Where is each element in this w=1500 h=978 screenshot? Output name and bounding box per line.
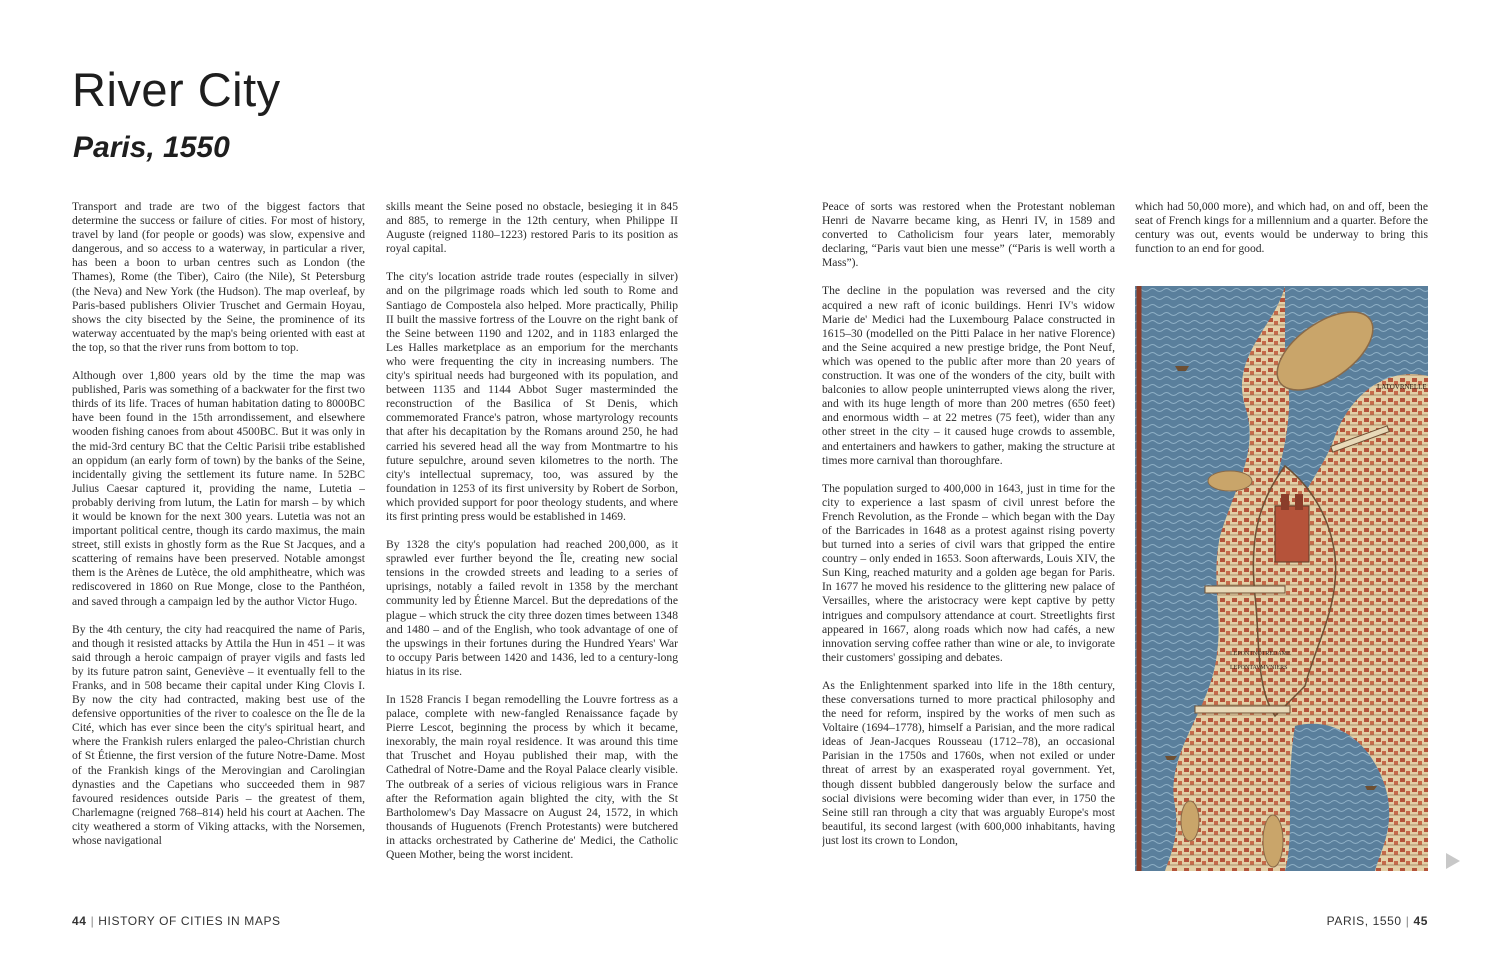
footer-left: 44 | HISTORY OF CITIES IN MAPS <box>72 914 281 928</box>
paragraph: The city's location astride trade routes (especially in silver) and on the pilgrimage roads which led south to Rome and Santiago de Compostela also helped. More practically, Philip II built the massive fortress of the Louvre on the right bank of the Seine between 1190 and 1202, and in 1183 enlarged the Les Halles marketplace as an emporium for the merchants who were frequenting the city in increasing numbers. The city's spiritual needs had burgeoned with its population, and between 1135 and 1144 Abbot Suger masterminded the reconstruction of the Basilica of St Denis, which commemorated France's patron, whose martyrology recounts that after his decapitation by the Romans around 250, he had carried his severed head all the way from Montmartre to his future sepulchre, around seven kilometres to the north. The city's intellectual supremacy, too, was assured by the foundation in 1253 of its first university by Robert de Sorbon, which provided support for poor theology students, and where its first printing press would be established in 1469. <box>386 270 678 523</box>
paragraph: Although over 1,800 years old by the time the map was published, Paris was something of a backwater for the first two thirds of its life. Traces of human habitation dating to 8000BC have been found in the 15th arrondissement, and elsewhere wooden fishing canoes from about 4500BC. But it was only in the mid-3rd century BC that the Celtic Parisii tribe established an oppidum (an early form of town) by the banks of the Seine, incidentally giving the settlement its future name. In 52BC Julius Caesar captured it, providing the name, Lutetia – probably deriving from lutum, the Latin for marsh – by which it would be known for the next 300 years. Lutetia was not an important political centre, though its cardo maximus, the main street, still exists in ghostly form as the Rue St Jacques, and a scattering of remains have been preserved. Notable amongst them is the Arènes de Lutèce, the old amphitheatre, which was rediscovered in 1860 on Rue Monge, close to the Panthéon, and saved through a campaign led by the author Victor Hugo. <box>72 369 365 608</box>
map-label-lower: LEPONTAVMVNIERS <box>1230 665 1288 671</box>
page-title: River City <box>72 63 281 116</box>
map-illustration <box>1135 286 1428 871</box>
running-head-left: HISTORY OF CITIES IN MAPS <box>98 914 281 928</box>
footer-right: PARIS, 1550 | 45 <box>1326 914 1428 928</box>
next-page-icon[interactable] <box>1446 853 1460 869</box>
text-column-4 <box>1135 200 1428 270</box>
page-number-left: 44 <box>72 914 87 928</box>
page-subtitle: Paris, 1550 <box>73 131 230 164</box>
paragraph: Transport and trade are two of the biggest factors that determine the success or failure of cities. For most of history, travel by land (for people or goods) was slow, expensive and dangerous, and so access to a waterway, in particular a river, has been a boon to urban centres such as London (the Thames), Rome (the Tiber), Cairo (the Nile), St Petersburg (the Neva) and New York (the Hudson). The map overleaf, by Paris-based publishers Olivier Truschet and Germain Hoyau, shows the city bisected by the Seine, the prominence of its waterway accentuated by the map's being oriented with east at the top, so that the river runs from bottom to top. <box>72 200 365 354</box>
paragraph: skills meant the Seine posed no obstacle, besieging it in 845 and 885, to remerge in the 12th century, when Philippe II Auguste (reigned 1180–1223) restored Paris to its position as royal capital. <box>386 200 678 256</box>
map-label-middle: LEPONTNOTREDAME <box>1230 651 1291 657</box>
paragraph: The population surged to 400,000 in 1643, just in time for the city to experience a last spasm of civil unrest before the French Revolution, as the Fronde – which began with the Day of the Barricades in 1648 as a protest against rising poverty but turned into a series of civil wars that gripped the entire country – only ended in 1653. Soon afterwards, Louis XIV, the Sun King, reached maturity and a golden age began for Paris. In 1677 he moved his residence to the glittering new palace of Versailles, where the aristocracy were kept captive by petty intrigues and compulsory attendance at court. Streetlights first appeared in 1667, along roads which now had cafés, a new innovation serving coffee rather than wine or ale, to invigorate their customers' gossiping and debates. <box>822 481 1115 664</box>
paragraph: Peace of sorts was restored when the Protestant nobleman Henri de Navarre became king, as Henri IV, in 1589 and converted to Catholicism four years later, memorably declaring, “Paris vaut bien une messe” (“Paris is well worth a Mass”). <box>822 200 1115 270</box>
paragraph: As the Enlightenment sparked into life in the 18th century, these conversations turned to more practical philosophy and the need for reform, inspired by the works of men such as Voltaire (1694–1778), himself a Parisian, and the more radical ideas of Jean-Jacques Rousseau (1712–78), an occasional Parisian in the 1750s and 1760s, when not exiled or under threat of arrest by an exasperated royal government. Yet, though dissent bubbled dangerously below the surface and social divisions were becoming wider than ever, in 1750 the Seine still ran through a city that was arguably Europe's most beautiful, its second largest (with 600,000 inhabitants, having just lost its crown to London, <box>822 678 1115 847</box>
text-column-3 <box>822 200 1115 880</box>
text-column-2 <box>386 200 678 880</box>
page-number-right: 45 <box>1413 914 1428 928</box>
map-label-top: LATOVRNELLE <box>1377 383 1427 391</box>
paragraph: which had 50,000 more), and which had, on and off, been the seat of French kings for a millennium and a quarter. Before the century was out, events would be underway to bring this function to an end for good. <box>1135 200 1428 256</box>
running-head-right: PARIS, 1550 <box>1326 914 1402 928</box>
paragraph: In 1528 Francis I began remodelling the Louvre fortress as a palace, complete with new-fangled Renaissance façade by Pierre Lescot, beginning the process by which it became, inexorably, the main royal residence. It was around this time that Truschet and Hoyau published their map, with the Cathedral of Notre-Dame and the Royal Palace clearly visible. The outbreak of a series of vicious religious wars in France after the Reformation again blighted the city, with the St Bartholomew's Day Massacre on August 24, 1572, in which thousands of Huguenots (French Protestants) were butchered in attacks orchestrated by Catherine de' Medici, the Catholic Queen Mother, being the worst incident. <box>386 693 678 862</box>
paragraph: By the 4th century, the city had reacquired the name of Paris, and though it resisted attacks by Attila the Hun in 451 – it was said through a heroic campaign of prayer vigils and fasts led by its future patron saint, Geneviève – it eventually fell to the Franks, and in 508 became their capital under King Clovis I. By now the city had contracted, making best use of the defensive opportunities of the river to coalesce on the Île de la Cité, which has ever since been the city's spiritual heart, and where the Frankish rulers enlarged the paleo-Christian church of St Étienne, the first version of the future Notre-Dame. Most of the Frankish kings of the Merovingian and Carolingian dynasties and the Capetians who succeeded them in 987 favoured residences outside Paris – the greatest of them, Charlemagne (reigned 768–814) held his court at Aachen. The city weathered a storm of Viking attacks, with the Norsemen, whose navigational <box>72 622 365 848</box>
paragraph: By 1328 the city's population had reached 200,000, as it sprawled ever further beyond the Île, creating new social tensions in the crowded streets and leading to a series of uprisings, notably a failed revolt in 1358 by the merchant community led by Étienne Marcel. But the depredations of the plague – which struck the city three dozen times between 1348 and 1480 – and of the English, who took advantage of one of the upswings in their fortunes during the Hundred Years' War to occupy Paris between 1420 and 1436, led to a century-long hiatus in its rise. <box>386 538 678 678</box>
text-column-1 <box>72 200 365 880</box>
paragraph: The decline in the population was reversed and the city acquired a new raft of iconic buildings. Henri IV's widow Marie de' Medici had the Luxembourg Palace constructed in 1615–30 (modelled on the Pitti Palace in her native Florence) and the Seine acquired a new prestige bridge, the Pont Neuf, which was opened to the public after more than 20 years of construction. It was one of the wonders of the city, built with balconies to allow people uninterrupted views along the river, and with its huge length of more than 200 metres (650 feet) and enormous width – at 22 metres (75 feet), wider than any other street in the city – it caused huge crowds to assemble, and entertainers and hawkers to gather, making the structure at times more carnival than thoroughfare. <box>822 284 1115 467</box>
paris-map-image <box>1135 286 1428 871</box>
